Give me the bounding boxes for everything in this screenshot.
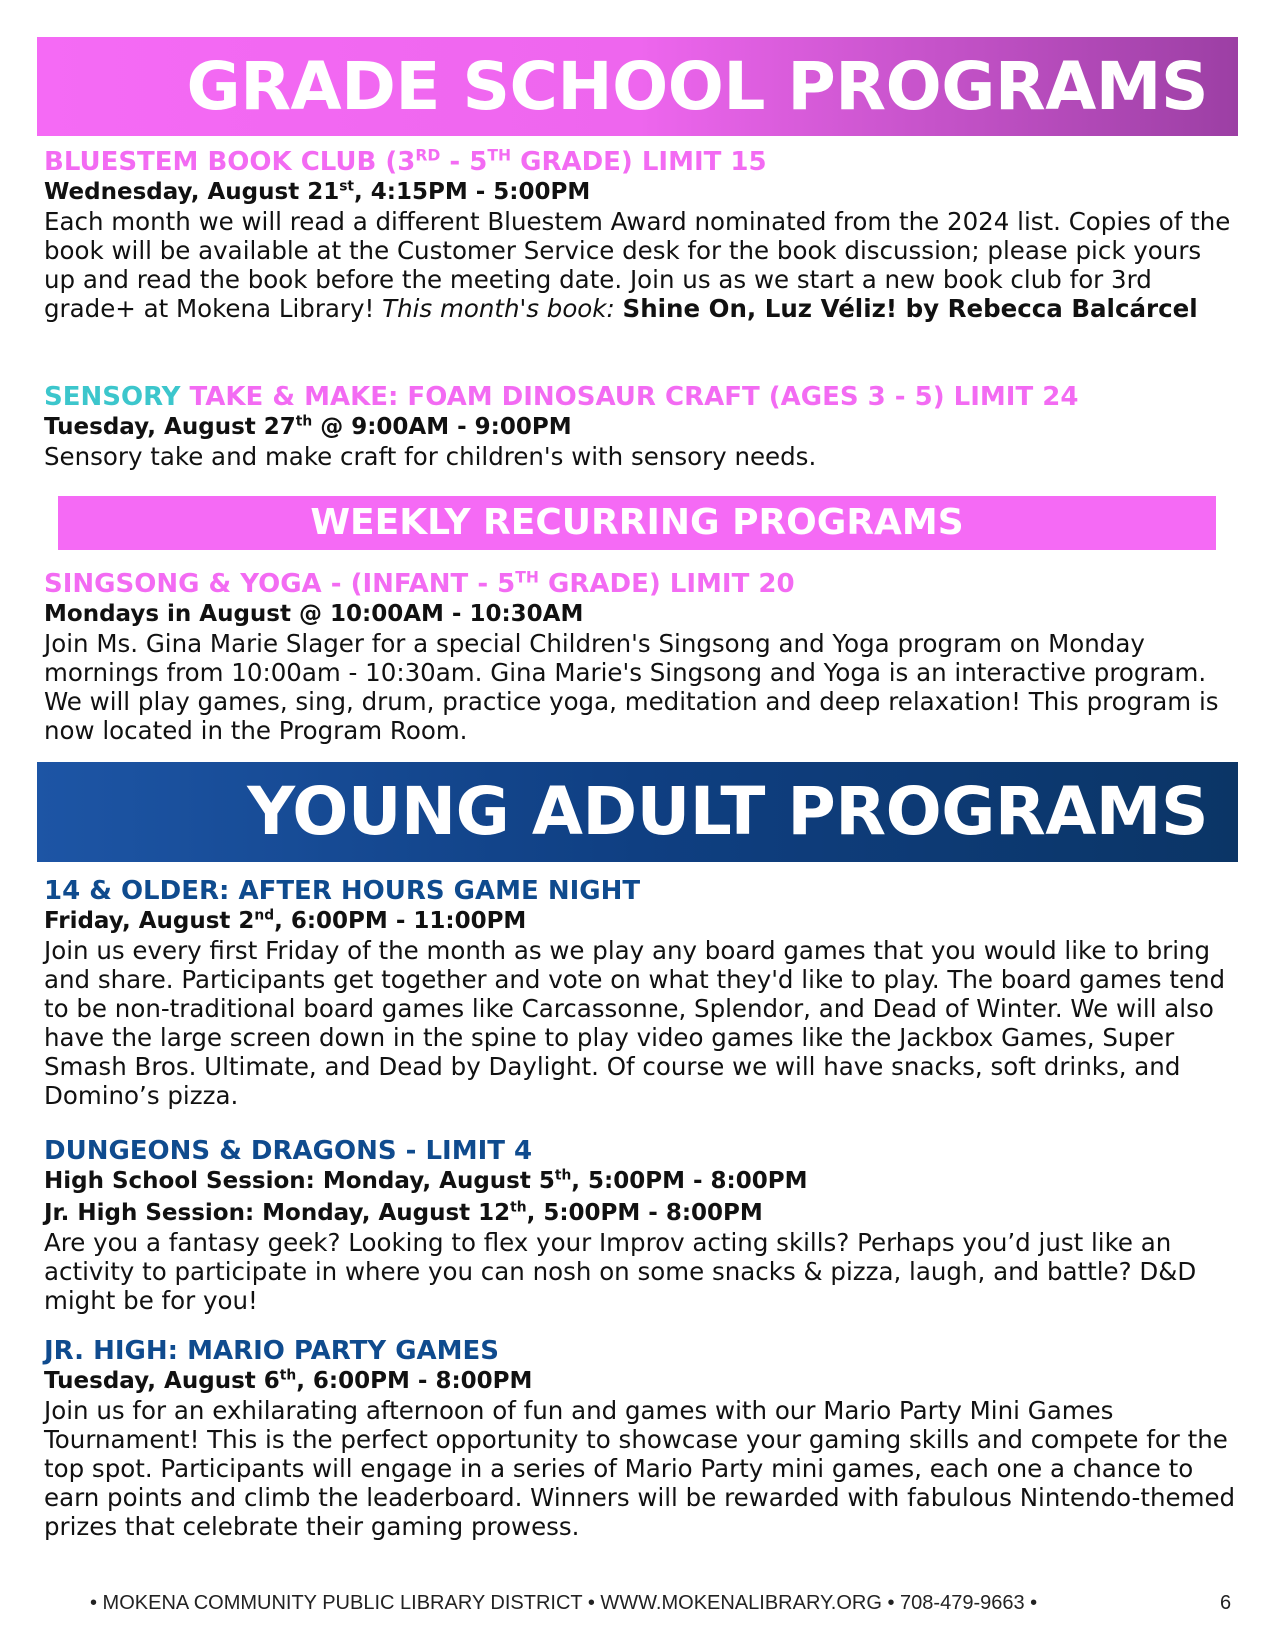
sensory-description: Sensory take and make craft for children's with sensory needs.	[44, 442, 817, 471]
mario-party-description: Join us for an exhilarating afternoon of fun and games with our Mario Party Mini Games Tournament! This is the perfect opportunity to showcase your gaming skills and compete for the top spot. Participants will engage in a series of Mario Party mini games, each one a chance to earn points and climb the leaderboard. Winners will be rewarded with fabulous Nintendo-themed prizes that celebrate their gaming prowess.	[44, 1396, 1236, 1541]
bluestem-description: Each month we will read a different Bluestem Award nominated from the 2024 list. Copies of the book will be available at the Customer Service desk for the book discussion; please pick yours up and read the book before the meeting date. Join us as we start a new book club for 3rd grade+ at Mokena Library! This month's book: Shine On, Luz Véliz! by Rebecca Balcárcel	[44, 207, 1231, 323]
bluestem-title: BLUESTEM BOOK CLUB (3RD - 5TH GRADE) LIMIT 15	[44, 146, 767, 177]
singsong-program	[44, 568, 1239, 745]
game-night-title: 14 & OLDER: AFTER HOURS GAME NIGHT	[44, 876, 641, 906]
singsong-description: Join Ms. Gina Marie Slager for a special Children's Singsong and Yoga program on Monday mornings from 10:00am - 10:30am. Gina Marie's Singsong and Yoga is an interactive program. We will play games, sing, drum, practice yoga, meditation and deep relaxation! This program is now located in the Program Room.	[44, 629, 1219, 745]
weekly-recurring-banner: WEEKLY RECURRING PROGRAMS	[58, 496, 1216, 550]
book-label: This month's book:	[382, 294, 615, 323]
footer	[90, 1592, 1240, 1615]
mario-party-program	[44, 1335, 1239, 1541]
dnd-description: Are you a fantasy geek? Looking to flex your Improv acting skills? Perhaps you’d just like an activity to participate in where you can nosh on some snacks & pizza, laugh, and battle? D&D might be for you!	[44, 1228, 1197, 1315]
grade-school-banner: GRADE SCHOOL PROGRAMS	[37, 37, 1238, 136]
game-night-date: Friday, August 2nd, 6:00PM - 11:00PM	[44, 907, 527, 934]
footer-text: • MOKENA COMMUNITY PUBLIC LIBRARY DISTRICT • WWW.MOKENALIBRARY.ORG • 708-479-9663 •	[90, 1592, 1038, 1614]
bluestem-date: Wednesday, August 21st, 4:15PM - 5:00PM	[44, 178, 591, 205]
singsong-title: SINGSONG & YOGA - (INFANT - 5TH GRADE) LIMIT 20	[44, 568, 795, 599]
page-number: 6	[1220, 1592, 1232, 1614]
mario-party-date: Tuesday, August 6th, 6:00PM - 8:00PM	[44, 1367, 533, 1394]
mario-party-title: JR. HIGH: MARIO PARTY GAMES	[44, 1336, 500, 1366]
game-night-program	[44, 875, 1239, 1110]
dnd-program	[44, 1135, 1239, 1315]
dnd-title: DUNGEONS & DRAGONS - LIMIT 4	[44, 1136, 533, 1166]
dnd-high-school-date: High School Session: Monday, August 5th, 5:00PM - 8:00PM	[44, 1167, 808, 1194]
game-night-description: Join us every first Friday of the month as we play any board games that you would like to bring and share. Participants get together and vote on what they'd like to play. The board games tend to be non-traditional board games like Carcassonne, Splendor, and Dead of Winter. We will also have the large screen down in the spine to play video games like the Jackbox Games, Super Smash Bros. Ultimate, and Dead by Daylight. Of course we will have snacks, soft drinks, and Domino’s pizza.	[44, 936, 1226, 1110]
bluestem-program	[44, 146, 1239, 323]
sensory-program	[44, 381, 1239, 471]
sensory-date: Tuesday, August 27th @ 9:00AM - 9:00PM	[44, 413, 572, 440]
dnd-jr-high-date: Jr. High Session: Monday, August 12th, 5:00PM - 8:00PM	[44, 1199, 763, 1226]
singsong-date: Mondays in August @ 10:00AM - 10:30AM	[44, 601, 584, 627]
book-title: Shine On, Luz Véliz! by Rebecca Balcárcel	[622, 294, 1198, 323]
young-adult-banner: YOUNG ADULT PROGRAMS	[37, 762, 1238, 862]
sensory-title: SENSORY TAKE & MAKE: FOAM DINOSAUR CRAFT (AGES 3 - 5) LIMIT 24	[44, 382, 1079, 412]
